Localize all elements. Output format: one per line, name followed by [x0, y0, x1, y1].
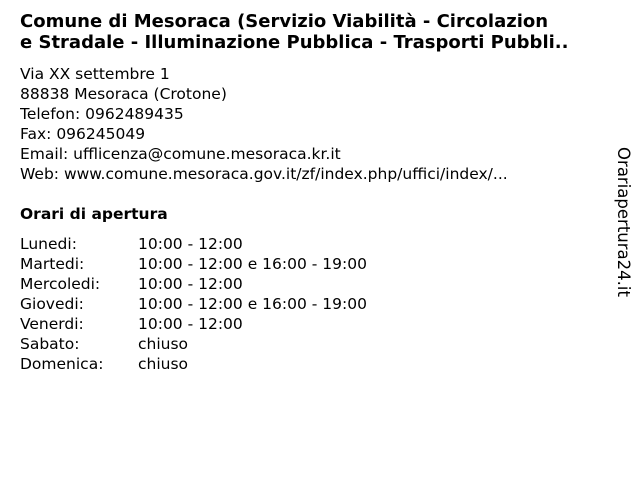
time-value: chiuso [138, 355, 189, 373]
day-label: Martedi: [20, 255, 85, 273]
hours-row-wednesday [20, 274, 367, 294]
day-label: Giovedi: [20, 295, 84, 313]
fax-line: Fax: 096245049 [20, 125, 146, 143]
web-line: Web: www.comune.mesoraca.gov.it/zf/index.php/uffici/index/... [20, 165, 508, 183]
time-value: chiuso [138, 335, 189, 353]
day-label: Domenica: [20, 355, 104, 373]
site-brand-vertical [603, 132, 640, 312]
address-line: Via XX settembre 1 [20, 65, 170, 83]
site-brand-text: Orariapertura24.it [614, 147, 634, 297]
day-label: Lunedi: [20, 235, 77, 253]
phone-line: Telefon: 0962489435 [20, 105, 184, 123]
email-line: Email: ufflicenza@comune.mesoraca.kr.it [20, 145, 341, 163]
page-title [20, 11, 620, 53]
time-value: 10:00 - 12:00 e 16:00 - 19:00 [138, 295, 367, 313]
hours-row-friday [20, 314, 367, 334]
hours-row-thursday [20, 294, 367, 314]
city-line: 88838 Mesoraca (Crotone) [20, 85, 227, 103]
title-line-2: e Stradale - Illuminazione Pubblica - Trasporti Pubbli.. [20, 32, 569, 53]
time-value: 10:00 - 12:00 [138, 275, 243, 293]
time-value: 10:00 - 12:00 [138, 315, 243, 333]
opening-hours-heading: Orari di apertura [20, 205, 168, 223]
hours-row-saturday [20, 334, 367, 354]
opening-hours-table [20, 234, 367, 374]
time-value: 10:00 - 12:00 e 16:00 - 19:00 [138, 255, 367, 273]
title-line-1: Comune di Mesoraca (Servizio Viabilità - Circolazion [20, 11, 549, 32]
hours-row-tuesday [20, 254, 367, 274]
time-value: 10:00 - 12:00 [138, 235, 243, 253]
hours-row-monday [20, 234, 367, 254]
day-label: Sabato: [20, 335, 80, 353]
hours-row-sunday [20, 354, 367, 374]
contact-info [20, 64, 595, 184]
day-label: Mercoledi: [20, 275, 101, 293]
day-label: Venerdi: [20, 315, 84, 333]
